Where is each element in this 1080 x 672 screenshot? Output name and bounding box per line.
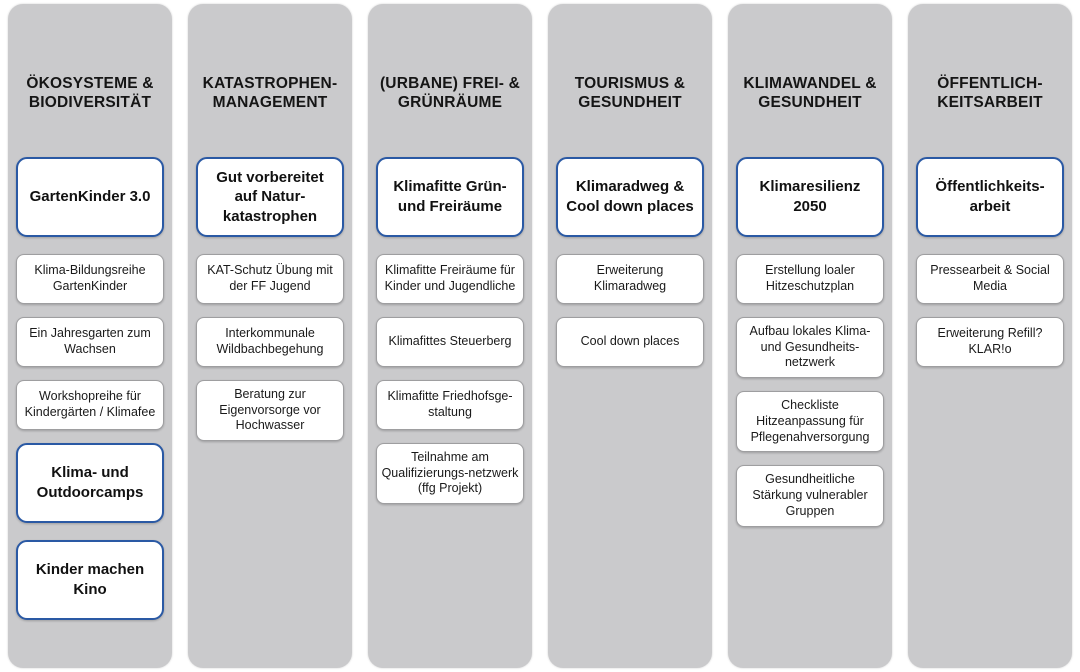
measure-box: Teilnahme am Qualifizierungs-netzwerk (ffg Projekt) xyxy=(376,443,524,504)
box-list xyxy=(736,157,884,527)
measure-box: Interkommunale Wildbachbegehung xyxy=(196,317,344,367)
flagship-measure-box: GartenKinder 3.0 xyxy=(16,157,164,237)
flagship-measure-box: Gut vorbereitet auf Natur-katastrophen xyxy=(196,157,344,237)
measure-box: Checkliste Hitzeanpassung für Pflegenahversorgung xyxy=(736,391,884,452)
box-list xyxy=(916,157,1064,367)
box-list xyxy=(556,157,704,367)
category-column xyxy=(908,4,1072,668)
category-column xyxy=(728,4,892,668)
flagship-measure-box: Klima- und Outdoorcamps xyxy=(16,443,164,523)
measure-box: Erweiterung Refill? KLAR!o xyxy=(916,317,1064,367)
category-header: KLIMAWANDEL & GESUNDHEIT xyxy=(743,75,877,112)
flagship-measure-box: Öffentlichkeits-arbeit xyxy=(916,157,1064,237)
measure-box: Cool down places xyxy=(556,317,704,367)
measure-box: Klima-Bildungsreihe GartenKinder xyxy=(16,254,164,304)
category-header: TOURISMUS & GESUNDHEIT xyxy=(574,75,686,112)
category-header: ÖKOSYSTEME & BIODIVERSITÄT xyxy=(26,75,154,112)
flagship-measure-box: Kinder machen Kino xyxy=(16,540,164,620)
measure-box: Gesundheitliche Stärkung vulnerabler Gruppen xyxy=(736,465,884,526)
box-list xyxy=(196,157,344,441)
measure-box: Ein Jahresgarten zum Wachsen xyxy=(16,317,164,367)
flagship-measure-box: Klimaradweg & Cool down places xyxy=(556,157,704,237)
box-list xyxy=(376,157,524,504)
measure-box: Workshopreihe für Kindergärten / Klimafee xyxy=(16,380,164,430)
flagship-measure-box: Klimaresilienz 2050 xyxy=(736,157,884,237)
measure-box: Erweiterung Klimaradweg xyxy=(556,254,704,304)
measure-box: Aufbau lokales Klima- und Gesundheits-netzwerk xyxy=(736,317,884,378)
category-column xyxy=(8,4,172,668)
measure-box: Klimafittes Steuerberg xyxy=(376,317,524,367)
measure-box: Klimafitte Freiräume für Kinder und Jugendliche xyxy=(376,254,524,304)
category-column xyxy=(188,4,352,668)
category-header: (URBANE) FREI- & GRÜNRÄUME xyxy=(379,75,521,112)
category-column xyxy=(368,4,532,668)
box-list xyxy=(16,157,164,624)
measure-box: Pressearbeit & Social Media xyxy=(916,254,1064,304)
category-header: ÖFFENTLICH-KEITSARBEIT xyxy=(937,75,1043,112)
flagship-measure-box: Klimafitte Grün- und Freiräume xyxy=(376,157,524,237)
category-column xyxy=(548,4,712,668)
measure-box: Beratung zur Eigenvorsorge vor Hochwasser xyxy=(196,380,344,441)
category-header: KATASTROPHEN-MANAGEMENT xyxy=(202,75,338,112)
measure-box: KAT-Schutz Übung mit der FF Jugend xyxy=(196,254,344,304)
measure-box: Erstellung loaler Hitzeschutzplan xyxy=(736,254,884,304)
measure-box: Klimafitte Friedhofsgestaltung xyxy=(376,380,524,430)
